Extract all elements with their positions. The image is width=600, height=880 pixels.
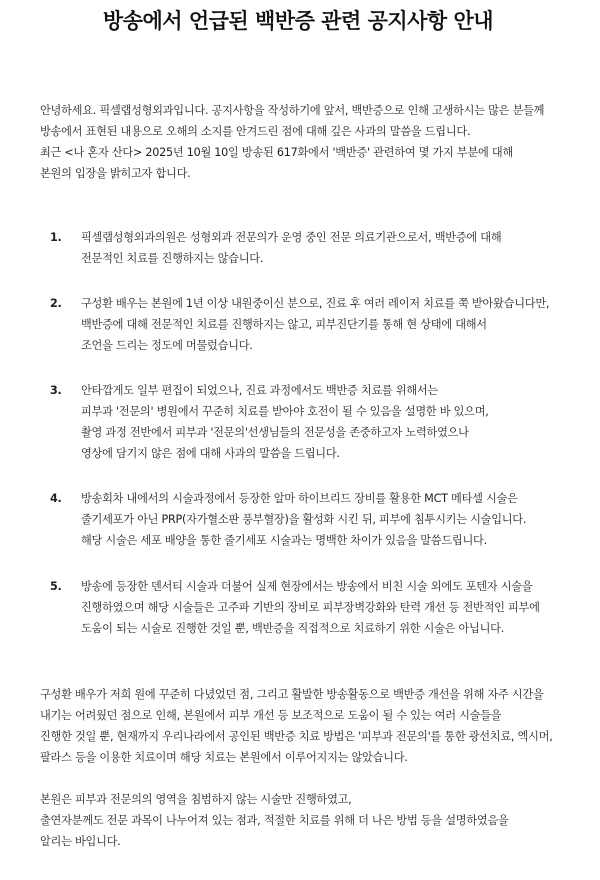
item-line: 조언을 드리는 정도에 머물렀습니다. (81, 339, 253, 352)
closing-line: 내기는 어려웠던 점으로 인해, 본원에서 피부 개선 등 보조적으로 도움이 될 수 있는 여러 시술들을 (40, 709, 502, 722)
item-line: 진행하였으며 해당 시술들은 고주파 기반의 장비로 피부장벽강화와 탄력 개선 등 전반적인 피부에 (81, 601, 540, 614)
item-line: 도움이 되는 시술로 진행한 것일 뿐, 백반증을 직접적으로 치료하기 위한 시술은 아닙니다. (81, 622, 505, 635)
item-line: 피부과 '전문의' 병원에서 꾸준히 치료를 받아야 호전이 될 수 있음을 설명한 바 있으며, (81, 405, 489, 418)
list-item (40, 488, 556, 551)
item-line: 안타깝게도 일부 편집이 되었으나, 진료 과정에서도 백반증 치료를 위해서는 (81, 384, 439, 397)
item-line: 전문적인 치료를 진행하지는 않습니다. (81, 252, 264, 265)
item-line: 방송에 등장한 덴서티 시술과 더불어 실제 현장에서는 방송에서 비친 시술 외에도 포텐자 시술을 (81, 580, 533, 593)
item-number: 4. (50, 492, 62, 505)
closing-line: 구성환 배우가 저희 원에 꾸준히 다녔었던 점, 그리고 활발한 방송활동으로 백반증 개선을 위해 자주 시간을 (40, 688, 544, 701)
closing-paragraph-1 (40, 684, 556, 768)
item-number: 1. (50, 231, 62, 244)
item-line: 백반증에 대해 전문적인 치료를 진행하지는 않고, 피부진단기를 통해 현 상태에 대해서 (81, 318, 487, 331)
intro-line: 최근 <나 혼자 산다> 2025년 10월 10일 방송된 617화에서 '백반증' 관련하여 몇 가지 부분에 대해 (40, 146, 514, 159)
item-line: 구성환 배우는 본원에 1년 이상 내원중이신 분으로, 진료 후 여러 레이저 치료를 쭉 받아왔습니다만, (81, 297, 550, 310)
closing-line: 팔라스 등을 이용한 치료이며 해당 치료는 본원에서 이루어지지는 않았습니다. (40, 751, 408, 764)
list-item (40, 293, 556, 356)
item-line: 방송회차 내에서의 시술과정에서 등장한 알마 하이브리드 장비를 활용한 MCT 메타셀 시술은 (81, 492, 518, 505)
item-body (81, 380, 489, 464)
item-body (81, 488, 526, 551)
item-number: 2. (50, 297, 62, 310)
closing-paragraph-2 (40, 789, 556, 852)
closing-line: 알리는 바입니다. (40, 835, 121, 848)
item-number: 3. (50, 384, 62, 397)
item-line: 영상에 담기지 않은 점에 대해 사과의 말씀을 드립니다. (81, 447, 340, 460)
item-number: 5. (50, 580, 62, 593)
item-body (81, 293, 549, 356)
notice-title: 방송에서 언급된 백반증 관련 공지사항 안내 (102, 9, 494, 33)
numbered-list (40, 227, 556, 639)
item-body (81, 227, 501, 269)
intro-paragraph (40, 100, 556, 184)
item-body (81, 576, 540, 639)
intro-line: 방송에서 표현된 내용으로 오해의 소지를 안겨드린 점에 대해 깊은 사과의 말씀을 드립니다. (40, 125, 471, 138)
intro-line: 안녕하세요. 픽셀랩성형외과입니다. 공지사항을 작성하기에 앞서, 백반증으로 인해 고생하시는 많은 분들께 (40, 104, 545, 117)
list-item (40, 576, 556, 639)
item-line: 해당 시술은 세포 배양을 통한 줄기세포 시술과는 명백한 차이가 있음을 말씀드립니다. (81, 534, 487, 547)
closing-line: 본원은 피부과 전문의의 영역을 침범하지 않는 시술만 진행하였고, (40, 793, 352, 806)
item-line: 픽셀랩성형외과의원은 성형외과 전문의가 운영 중인 전문 의료기관으로서, 백반증에 대해 (81, 231, 502, 244)
item-line: 촬영 과정 전반에서 피부과 '전문의'선생님들의 전문성을 존중하고자 노력하였으나 (81, 426, 469, 439)
item-line: 줄기세포가 아닌 PRP(자가혈소판 풍부혈장)을 활성화 시킨 뒤, 피부에 침투시키는 시술입니다. (81, 513, 527, 526)
list-item (40, 227, 556, 269)
intro-line: 본원의 입장을 밝히고자 합니다. (40, 167, 191, 180)
list-item (40, 380, 556, 464)
closing-line: 진행한 것일 뿐, 현재까지 우리나라에서 공인된 백반증 치료 방법은 '피부과 전문의'를 통한 광선치료, 엑시머, (40, 730, 553, 743)
closing-line: 출연자분께도 전문 과목이 나누어져 있는 점과, 적절한 치료를 위해 더 나은 방법 등을 설명하였음을 (40, 814, 509, 827)
